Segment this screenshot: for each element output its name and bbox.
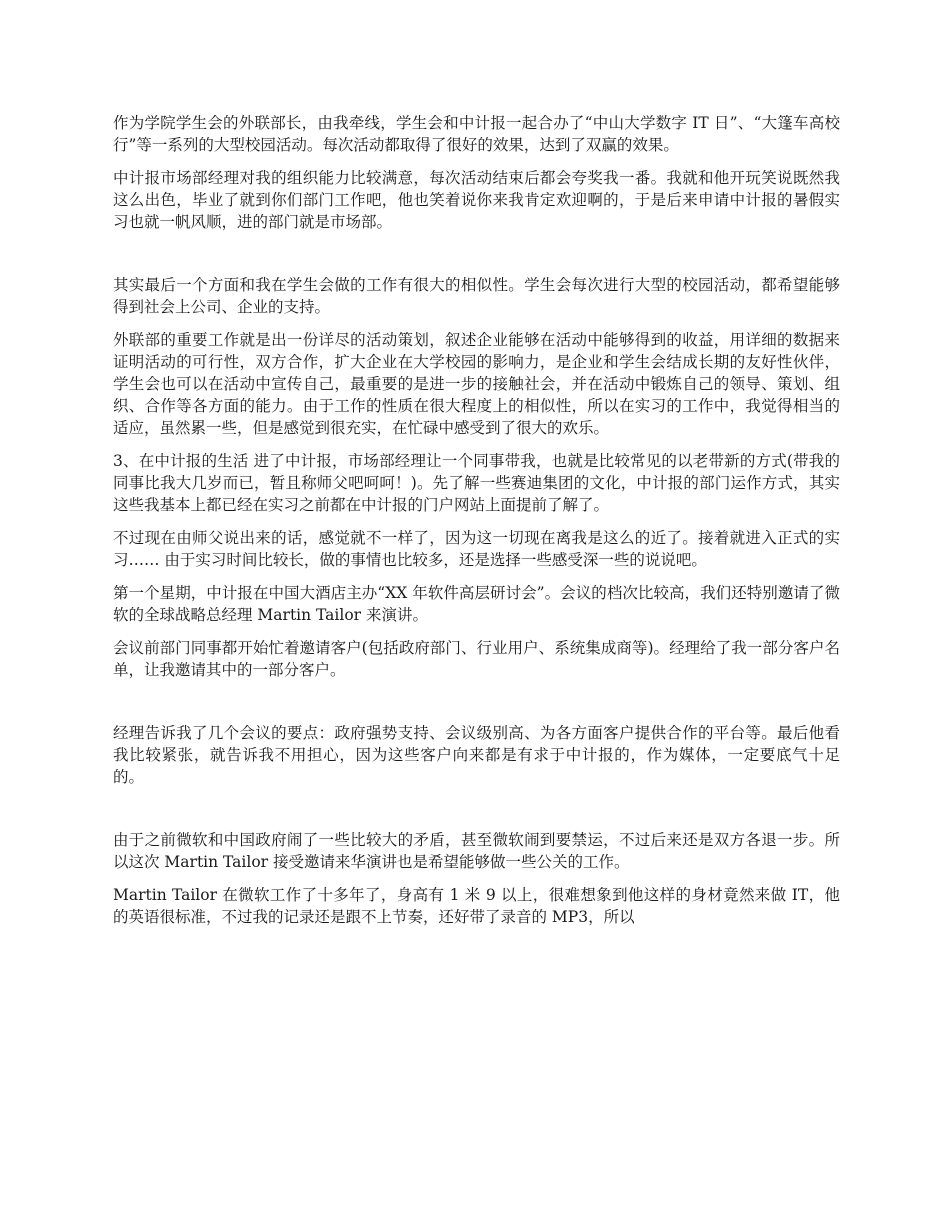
- paragraph-3: 其实最后一个方面和我在学生会做的工作有很大的相似性。学生会每次进行大型的校园活动，都希望能够得到社会上公司、企业的支持。: [113, 276, 840, 316]
- paragraph-2: 中计报市场部经理对我的组织能力比较满意，每次活动结束后都会夸奖我一番。我就和他开玩笑说既然我这么出色，毕业了就到你们部门工作吧，他也笑着说你来我肯定欢迎啊的，于是后来申请中计报的暑假实习也就一帆风顺，进的部门就是市场部。: [113, 169, 840, 231]
- paragraph-5: 3、在中计报的生活 进了中计报，市场部经理让一个同事带我，也就是比较常见的以老带新的方式(带我的同事比我大几岁而已，暂且称师父吧呵呵！)。先了解一些赛迪集团的文化，中计报的部门运作方式，其实这些我基本上都已经在实习之前都在中计报的门户网站上面提前了解了。: [113, 452, 840, 514]
- paragraph-gap: [113, 692, 840, 722]
- paragraph-11: Martin Tailor 在微软工作了十多年了，身高有 1 米 9 以上，很难想象到他这样的身材竟然来做 IT，他的英语很标准，不过我的记录还是跟不上节奏，还好带了录音的 MP3，所以: [113, 886, 840, 926]
- paragraph-4: 外联部的重要工作就是出一份详尽的活动策划，叙述企业能够在活动中能够得到的收益，用详细的数据来证明活动的可行性，双方合作，扩大企业在大学校园的影响力，是企业和学生会结成长期的友好性伙伴，学生会也可以在活动中宣传自己，最重要的是进一步的接触社会，并在活动中锻炼自己的领导、策划、组织、合作等各方面的能力。由于工作的性质在很大程度上的相似性，所以在实习的工作中，我觉得相当的适应，虽然累一些，但是感觉到很充实，在忙碌中感受到了很大的欢乐。: [113, 331, 840, 437]
- paragraph-6: 不过现在由师父说出来的话，感觉就不一样了，因为这一切现在离我是这么的近了。接着就进入正式的实习…… 由于实习时间比较长，做的事情也比较多，还是选择一些感受深一些的说说吧。: [113, 529, 840, 569]
- paragraph-7: 第一个星期，中计报在中国大酒店主办“XX 年软件高层研讨会”。会议的档次比较高，我们还特别邀请了微软的全球战略总经理 Martin Tailor 来演讲。: [113, 584, 840, 624]
- paragraph-8: 会议前部门同事都开始忙着邀请客户(包括政府部门、行业用户、系统集成商等)。经理给了我一部分客户名单，让我邀请其中的一部分客户。: [113, 639, 840, 679]
- paragraph-gap: [113, 799, 840, 829]
- paragraph-10: 由于之前微软和中国政府闹了一些比较大的矛盾，甚至微软闹到要禁运，不过后来还是双方各退一步。所以这次 Martin Tailor 接受邀请来华演讲也是希望能够做一些公关的工作。: [113, 831, 840, 871]
- paragraph-gap: [113, 244, 840, 274]
- paragraph-1: 作为学院学生会的外联部长，由我牵线，学生会和中计报一起合办了“中山大学数字 IT 日”、“大篷车高校行”等一系列的大型校园活动。每次活动都取得了很好的效果，达到了双赢的效果。: [113, 114, 840, 154]
- document-page: [113, 112, 840, 939]
- paragraph-9: 经理告诉我了几个会议的要点：政府强势支持、会议级别高、为各方面客户提供合作的平台等。最后他看我比较紧张，就告诉我不用担心，因为这些客户向来都是有求于中计报的，作为媒体，一定要底气十足的。: [113, 724, 840, 786]
